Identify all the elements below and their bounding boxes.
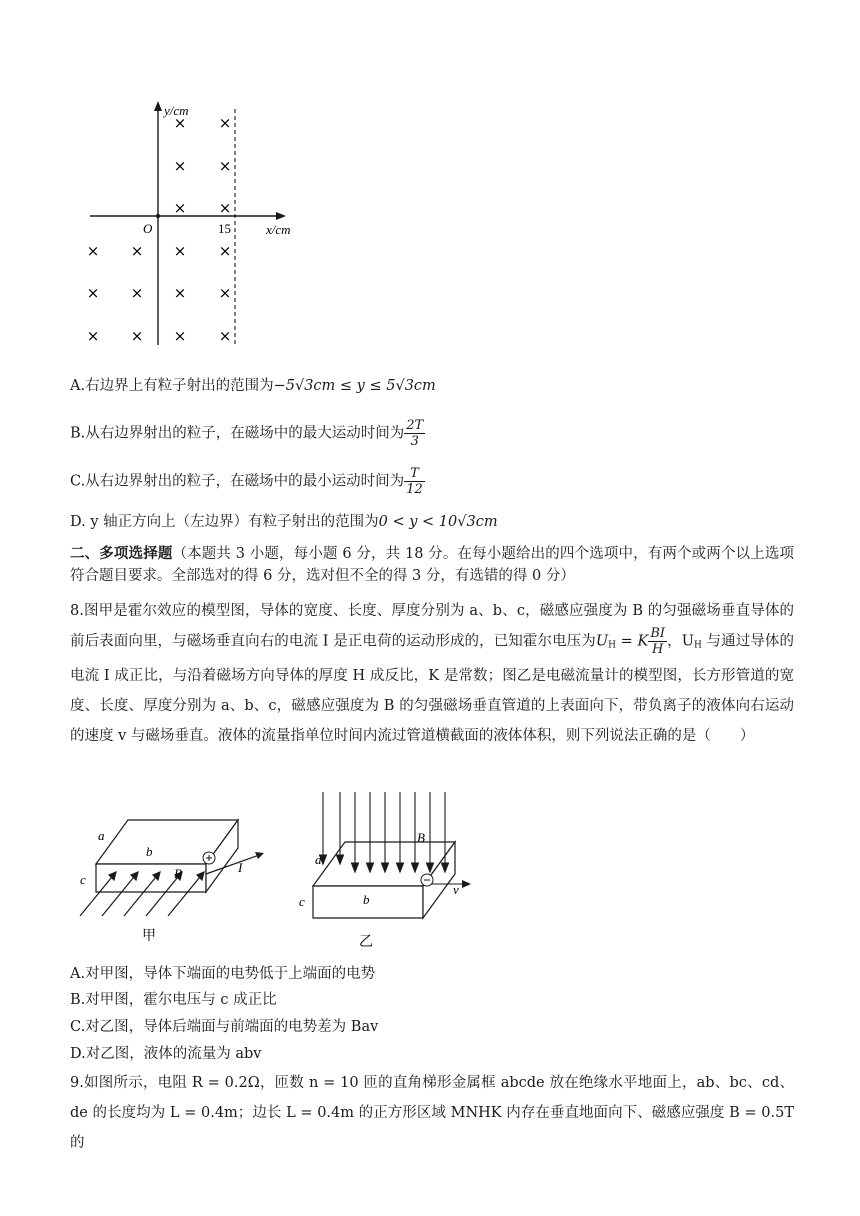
q8-option-c: C.对乙图，导体后端面与前端面的电势差为 Bav <box>70 1019 379 1035</box>
section2-instructions: 二、多项选择题（本题共 3 小题，每小题 6 分，共 18 分。在每小题给出的四个选项中，有两个或两个以上选项符合题目要求。全部选对的得 6 分，选对但不全的得 3 分，有选错的得 0 分） <box>70 545 795 584</box>
field-x-mark: × <box>173 242 187 260</box>
caption-jia: 甲 <box>142 928 156 944</box>
label-I: I <box>238 860 243 875</box>
field-x-mark: × <box>218 114 232 132</box>
field-x-mark: × <box>130 284 144 302</box>
caption-yi: 乙 <box>359 934 373 950</box>
field-x-mark: × <box>218 327 232 345</box>
field-x-mark: × <box>130 327 144 345</box>
origin-label: O <box>143 221 153 236</box>
q7-option-d: D. y 轴正方向上（左边界）有粒子射出的范围为0 < y < 10√3cm <box>70 514 498 530</box>
label-c: c <box>80 872 86 887</box>
label-a-yi: a <box>315 852 322 867</box>
field-x-mark: × <box>86 327 100 345</box>
q8-option-a: A.对甲图，导体下端面的电势低于上端面的电势 <box>70 966 376 982</box>
field-x-mark: × <box>173 327 187 345</box>
origin-dot <box>156 214 160 218</box>
q8-stem: 8.图甲是霍尔效应的模型图，导体的宽度、长度、厚度分别为 a、b、c，磁感应强度为 B 的匀强磁场垂直导体的前后表面向里，与磁场垂直向右的电流 I 是正电荷的运动形成的，已知霍尔电压为$U_H = K$ $\frac{BI}{H}$ ，$U_H$ 与通过导体的电流 I 成正比，与沿着磁场方向导体的厚度 H 成反比，K 是常数；图乙是电磁流量计的模型图，长方形管道的宽度、长度、厚度分别为 a、b、c，磁感应强度为 B 的匀强磁场垂直管道的上表面向下，带负离子的液体向右运动的速度 v 与磁场垂直。液体的流量指单位时间内流过管道横截面的液体体积，则下列说法正确的是（ ） <box>70 603 794 744</box>
label-a: a <box>98 828 105 843</box>
field-x-mark: × <box>218 199 232 217</box>
hall-effect-figure-jia <box>72 808 272 948</box>
q9-stem: 9.如图所示，电阻 R = 0.2Ω，匝数 n = 10 匝的直角梯形金属框 abcde 放在绝缘水平地面上，ab、bc、cd、de 的长度均为 L = 0.4m；边长 L = 0.4m 的正方形区域 MNHK 内存在垂直地面向下、磁感应强度 B = 0.5T 的 <box>70 1075 794 1151</box>
field-x-mark: × <box>218 284 232 302</box>
label-B: B <box>174 866 182 881</box>
label-v: v <box>453 882 459 897</box>
field-marks <box>87 114 232 345</box>
label-b-yi: b <box>363 892 370 907</box>
field-x-mark: × <box>173 284 187 302</box>
label-B-yi: B <box>417 830 425 845</box>
field-x-mark: × <box>173 157 187 175</box>
label-b: b <box>146 844 153 859</box>
boundary-label: 15 <box>218 221 231 236</box>
y-axis-label: y/cm <box>164 103 189 118</box>
field-x-mark: × <box>173 199 187 217</box>
field-x-mark: × <box>218 157 232 175</box>
q7-option-c: C.从右边界射出的粒子，在磁场中的最小运动时间为 $\frac{T}{12}$ <box>70 466 423 497</box>
flowmeter-figure-yi <box>295 790 485 950</box>
field-x-mark: × <box>86 284 100 302</box>
magnetic-field-figure <box>80 95 320 360</box>
field-x-mark: × <box>218 242 232 260</box>
label-c-yi: c <box>299 894 305 909</box>
field-x-mark: × <box>173 114 187 132</box>
x-axis-arrow <box>276 212 286 220</box>
y-axis-arrow <box>154 101 162 111</box>
field-x-mark: × <box>130 242 144 260</box>
q7-option-b: B.从右边界射出的粒子，在磁场中的最大运动时间为 $\frac{2T}{3}$ <box>70 418 424 449</box>
field-x-mark: × <box>86 242 100 260</box>
q8-option-b: B.对甲图，霍尔电压与 c 成正比 <box>70 992 277 1008</box>
x-axis-label: x/cm <box>266 222 291 237</box>
q8-option-d: D.对乙图，液体的流量为 abv <box>70 1046 262 1062</box>
q7-option-a: A.右边界上有粒子射出的范围为−5√3cm ≤ y ≤ 5√3cm <box>70 378 436 394</box>
